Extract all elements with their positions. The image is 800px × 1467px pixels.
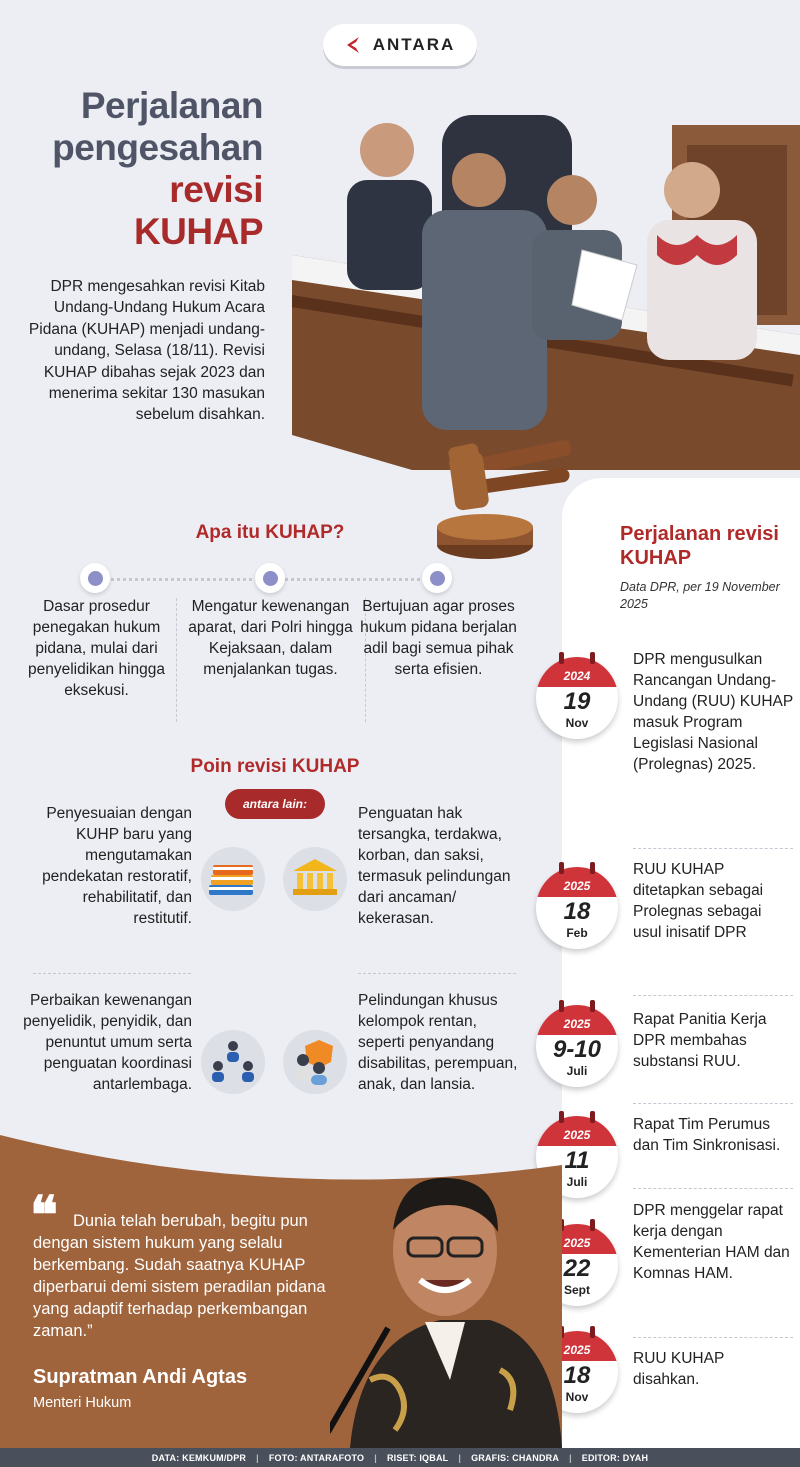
vulnerable-group-icon	[283, 1030, 347, 1094]
calendar-icon: 2024 19 Nov	[536, 657, 618, 739]
calendar-icon: 2025 18 Feb	[536, 867, 618, 949]
poin-heading: Poin revisi KUHAP	[190, 756, 360, 777]
antara-logo-icon	[345, 34, 367, 56]
antara-logo	[323, 24, 477, 66]
antara-lain-pill: antara lain:	[225, 789, 325, 819]
quote-author-name: Supratman Andi Agtas	[33, 1366, 248, 1388]
timeline-event-6: RUU KUHAP disahkan.	[633, 1350, 725, 1388]
timeline-event-2: RUU KUHAP ditetapkan sebagai Prolegnas sebagai usul inisatif DPR	[633, 861, 764, 941]
calendar-icon: 2025 9-10 Juli	[536, 1005, 618, 1087]
credit-separator: |	[569, 1452, 572, 1463]
what-dot-2	[255, 563, 285, 593]
quote-text: Dunia telah berubah, begitu pun dengan sistem hukum yang selalu berkembang. Sudah saatnya KUHAP diperbarui demi sistem peradilan pidana yang adaptif terhadap perkembangan zaman.”	[33, 1212, 326, 1340]
page-title: Perjalanan pengesahan revisi KUHAP	[52, 85, 263, 252]
what-item-2: Mengatur kewenangan aparat, dari Polri hingga Kejaksaan, dalam menjalankan tugas.	[188, 598, 353, 678]
poin-divider-right	[358, 973, 516, 974]
poin-item-3: Perbaikan kewenangan penyelidik, penyidik, dan penuntut umum serta penguatan koordinasi antarlembaga.	[23, 992, 192, 1093]
timeline-divider	[633, 1337, 793, 1338]
poin-item-2: Penguatan hak tersangka, terdakwa, korban, dan saksi, termasuk pelindungan dari ancaman/ kekerasan.	[358, 805, 511, 927]
parliament-illustration	[292, 105, 800, 470]
credits-footer	[0, 1448, 800, 1467]
timeline-divider	[633, 848, 793, 849]
quote-mark-icon: ❝	[30, 1185, 58, 1246]
credit-foto: FOTO: ANTARAFOTO	[268, 1452, 365, 1463]
logo-text: ANTARA	[372, 35, 456, 54]
gavel-icon	[430, 445, 570, 565]
timeline-heading: Perjalanan revisi KUHAP	[620, 523, 779, 569]
what-item-3: Bertujuan agar proses hukum pidana berjalan adil bagi semua pihak serta efisien.	[360, 598, 517, 678]
what-divider-1	[176, 598, 177, 722]
timeline-divider	[633, 1103, 793, 1104]
poin-item-4: Pelindungan khusus kelompok rentan, seperti penyandang disabilitas, perempuan, anak, dan lansia.	[358, 992, 518, 1093]
credit-data: DATA: KEMKUM/DPR	[151, 1452, 247, 1463]
credit-separator: |	[458, 1452, 462, 1463]
calendar-icon: 2025 22 Sept	[536, 1224, 618, 1306]
what-dot-1	[80, 563, 110, 593]
timeline-event-1: DPR mengusulkan Rancangan Undang-Undang (RUU) KUHAP masuk Program Legislasi Nasional (Prolegnas) 2025.	[633, 651, 793, 773]
intro-text: DPR mengesahkan revisi Kitab Undang-Undang Hukum Acara Pidana (KUHAP) menjadi undang-undang, Selasa (18/11). Revisi KUHAP dibahas sejak 2023 dan menerima sekitar 130 masukan sebelum disahkan.	[28, 278, 265, 424]
timeline-event-5: DPR menggelar rapat kerja dengan Kementerian HAM dan Komnas HAM.	[633, 1202, 790, 1282]
timeline-event-3: Rapat Panitia Kerja DPR membahas substansi RUU.	[633, 1011, 767, 1070]
timeline-divider	[633, 1188, 793, 1189]
what-dot-3	[422, 563, 452, 593]
calendar-icon: 2025 18 Nov	[536, 1331, 618, 1413]
quote-author-role: Menteri Hukum	[33, 1395, 132, 1411]
credit-editor: EDITOR: DYAH	[581, 1452, 649, 1463]
poin-item-1: Penyesuaian dengan KUHP baru yang mengutamakan pendekatan restoratif, rehabilitatif, dan restitutif.	[42, 805, 192, 927]
what-item-1: Dasar prosedur penegakan hukum pidana, mulai dari penyelidikan hingga eksekusi.	[27, 598, 166, 699]
timeline-event-4: Rapat Tim Perumus dan Tim Sinkronisasi.	[633, 1116, 781, 1154]
calendar-icon: 2025 11 Juli	[536, 1116, 618, 1198]
minister-portrait	[330, 1150, 562, 1448]
timeline-source: Data DPR, per 19 November 2025	[620, 580, 780, 611]
credit-grafis: GRAFIS: CHANDRA	[471, 1452, 560, 1463]
credit-riset: RISET: IQBAL	[386, 1452, 449, 1463]
books-icon	[201, 847, 265, 911]
what-heading: Apa itu KUHAP?	[195, 522, 345, 543]
court-building-icon	[283, 847, 347, 911]
credit-separator: |	[374, 1452, 377, 1463]
credit-separator: |	[256, 1452, 259, 1463]
coordination-people-icon	[201, 1030, 265, 1094]
poin-divider-left	[33, 973, 191, 974]
timeline-divider	[633, 995, 793, 996]
